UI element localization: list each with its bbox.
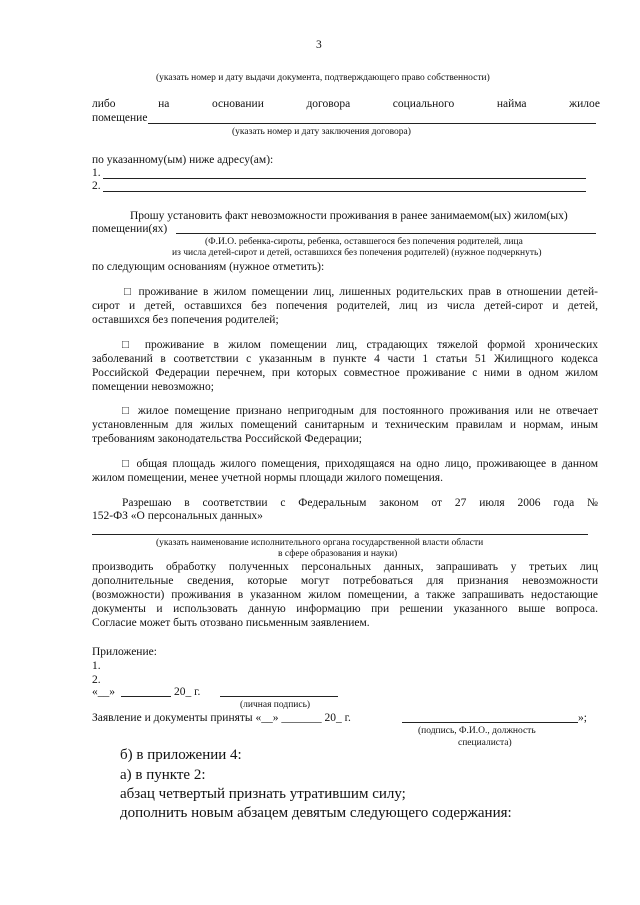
either-word-3: договора: [306, 98, 351, 110]
date-day: «__»: [92, 686, 115, 698]
amendment-1: б) в приложении 4:: [120, 747, 242, 763]
processing-line-4: документы и использовать данную информацию при решении указанного выше вопроса.: [92, 603, 598, 615]
ownership-caption: (указать номер и дату выдачи документа, подтверждающего право собственности): [156, 73, 490, 83]
grounds-intro: по следующим основаниям (нужное отметить):: [92, 261, 325, 273]
signature-line: [220, 696, 338, 697]
official-signature-line: [402, 722, 578, 723]
authority-caption-2: в сфере образования и науки): [278, 549, 398, 559]
address-line-2: [103, 191, 586, 192]
consent-line-1: [122, 496, 598, 510]
date-month-line: [121, 696, 171, 697]
request-line-2: помещении(ях): [92, 223, 168, 235]
ground-3-line-2: установленным для жилых помещений санитарным и техническим правилам и нормам, иным: [92, 419, 598, 431]
processing-line-1: производить обработку полученных персональных данных, запрашивать у третьих лиц: [92, 561, 598, 573]
ground-3: [92, 404, 598, 446]
official-caption-1: (подпись, Ф.И.О., должность: [418, 726, 536, 736]
amendment-2: а) в пункте 2:: [120, 767, 206, 783]
ground-3-line-1: □ жилое помещение признано непригодным для постоянного проживания или не отвечает: [122, 405, 598, 417]
official-caption-2: специалиста): [458, 738, 512, 748]
accepted-tail: »;: [578, 712, 587, 724]
either-word-2: основании: [211, 98, 264, 110]
address-line-1: [103, 178, 586, 179]
accepted-text: Заявление и документы приняты «__» _______ 20_ г.: [92, 712, 351, 724]
either-word-5: найма: [496, 98, 527, 110]
ground-1-last: оставшихся без попечения родителей;: [92, 314, 279, 326]
processing-last: Согласие может быть отозвано письменным заявлением.: [92, 617, 370, 629]
amendment-4: дополнить новым абзацем девятым следующего содержания:: [120, 805, 512, 821]
request-line-1: Прошу установить факт невозможности проживания в ранее занимаемом(ых) жилом(ых): [130, 210, 568, 222]
amendment-3: абзац четвертый признать утратившим силу;: [120, 786, 406, 802]
ground-2-last: помещении невозможно;: [92, 381, 214, 393]
page-number: 3: [316, 39, 322, 51]
ground-2-line-3: Российской Федерации перечнем, при которых совместное проживание с ними в одном жилом: [92, 367, 598, 379]
either-word-1: на: [158, 98, 170, 110]
either-row: [92, 97, 600, 111]
address-intro: по указанному(ым) ниже адресу(ам):: [92, 154, 274, 166]
ground-3-last: требованиям законодательства Российской Федерации;: [92, 433, 362, 445]
ground-1: [92, 285, 598, 327]
processing-line-3: (возможности) проживания в указанном жилом помещении, а также запрашивать недостающие: [92, 589, 598, 601]
premises-fill-line: [148, 123, 596, 124]
authority-caption-1: (указать наименование исполнительного органа государственной власти области: [156, 538, 484, 548]
consent-line-2: 152-ФЗ «О персональных данных»: [92, 510, 263, 522]
address-item-2: 2.: [92, 180, 101, 192]
ground-1-line-2: сирот и детей, оставшихся без попечения родителей, лиц из числа детей-сирот и детей,: [92, 300, 598, 312]
request-fill-line: [176, 233, 596, 234]
ground-2-line-1: □ проживание в жилом помещении лиц, страдающих тяжелой формой хронических: [122, 339, 598, 351]
fio-caption-1: (Ф.И.О. ребенка-сироты, ребенка, оставшегося без попечения родителей, лица: [205, 237, 523, 247]
ground-4: [92, 457, 598, 485]
processing-paragraph: [92, 560, 598, 630]
ground-2: [92, 338, 598, 394]
attachment-item-1: 1.: [92, 660, 101, 672]
date-year: 20_ г.: [174, 686, 201, 698]
ground-4-line-1: □ общая площадь жилого помещения, приходящаяся на одно лицо, проживающее в данном: [122, 458, 598, 470]
processing-line-2: дополнительные сведения, которые могут потребоваться для признания невозможности: [92, 575, 598, 587]
either-word-6: жилое: [569, 98, 600, 110]
consent-line-1-text: Разрешаю в соответствии с Федеральным законом от 27 июля 2006 года №: [122, 497, 598, 509]
contract-caption: (указать номер и дату заключения договора): [232, 127, 411, 137]
either-word-0: либо: [92, 98, 116, 110]
ground-1-line-1: □ проживание в жилом помещении лиц, лишенных родительских прав в отношении детей-: [124, 286, 598, 298]
address-item-1: 1.: [92, 167, 101, 179]
ground-2-line-2: заболеваний в соответствии с указанным в пункте 4 части 1 статьи 51 Жилищного кодекса: [92, 353, 598, 365]
fio-caption-2: из числа детей-сирот и детей, оставшихся без попечения родителей) (нужное подчеркнуть): [172, 248, 542, 258]
attachment-label: Приложение:: [92, 646, 157, 658]
signature-caption: (личная подпись): [240, 700, 311, 710]
ground-4-last: жилом помещении, менее учетной нормы площади жилого помещения.: [92, 472, 443, 484]
attachment-item-2: 2.: [92, 674, 101, 686]
premises-label: помещение: [92, 112, 148, 124]
authority-fill-line: [92, 534, 588, 535]
either-word-4: социального: [392, 98, 455, 110]
